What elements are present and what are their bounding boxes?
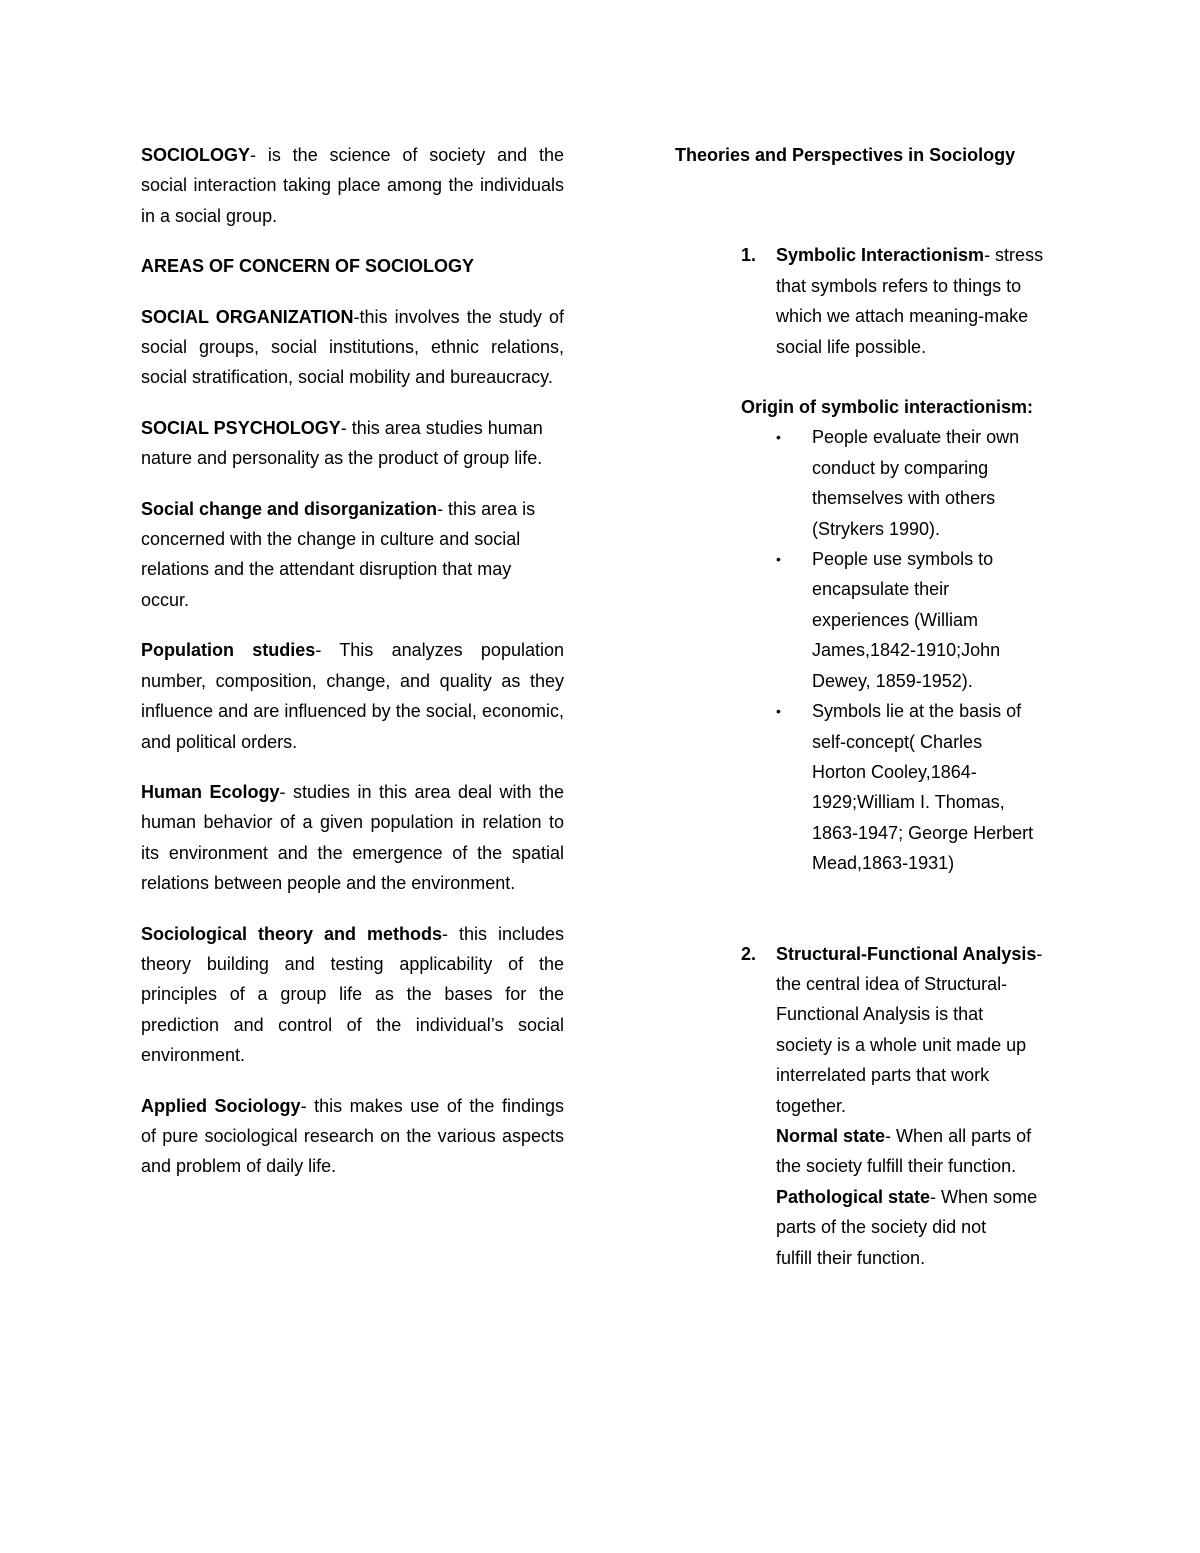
area-text: - this area is concerned with the change in culture and social relations and the attendant disruption that may occur. [141, 498, 536, 610]
normal-state-line [776, 1121, 1075, 1151]
normal-state-line: the society fulfill their function. [776, 1156, 1017, 1177]
pathological-state-line [776, 1182, 1075, 1212]
theory-term: Symbolic Interactionism [776, 245, 985, 266]
bullet-line: (Strykers 1990). [812, 518, 941, 539]
list-item [675, 544, 1075, 696]
pathological-state-line: parts of the society did not [776, 1217, 987, 1238]
left-column [141, 140, 564, 1202]
area-paragraph-human-ecology [141, 777, 564, 899]
bullet-line: Dewey, 1859-1952). [812, 670, 973, 691]
bullet-line: conduct by comparing [812, 457, 989, 478]
bullet-line: self-concept( Charles [812, 731, 983, 752]
theory-item-symbolic-interactionism [675, 240, 1075, 362]
theory-line: Functional Analysis is that [776, 1004, 984, 1025]
area-paragraph-social-psychology [141, 413, 564, 474]
area-text: - this makes use of the findings of pure sociological research on the various aspects and problem of daily life. [141, 1095, 564, 1177]
area-paragraph-population-studies [141, 635, 564, 757]
list-item [675, 422, 1075, 544]
area-paragraph-applied-sociology [141, 1091, 564, 1182]
intro-term: SOCIOLOGY [141, 145, 251, 165]
list-number: 2. [741, 943, 757, 964]
theory-line: social life possible. [776, 336, 927, 357]
intro-text: - is the science of society and the social interaction taking place among the individuals in a social group. [141, 145, 564, 226]
bullet-line: Symbols lie at the basis of [812, 701, 1022, 722]
bullet-line: Horton Cooley,1864- [812, 761, 977, 782]
theory-line: the central idea of Structural- [776, 973, 1008, 994]
pathological-state-line: fulfill their function. [776, 1247, 926, 1268]
area-text: - studies in this area deal with the human behavior of a given population in relation to its environment and the emergence of the spatial relations between people and the environment. [141, 781, 564, 894]
theory-item-structural-functional [675, 939, 1075, 1273]
bullet-line: People evaluate their own [812, 427, 1020, 448]
origin-heading: Origin of symbolic interactionism: [741, 397, 1034, 418]
theory-line: together. [776, 1095, 847, 1116]
theory-line [776, 939, 1075, 969]
bullet-line: James,1842-1910;John [812, 640, 1001, 661]
area-text: - this area studies human nature and personality as the product of group life. [141, 417, 543, 469]
bullet-line: experiences (William [812, 609, 979, 630]
theories-heading: Theories and Perspectives in Sociology [675, 145, 1016, 165]
theory-text: - [1036, 943, 1043, 964]
area-term: Population studies [141, 640, 316, 661]
list-number: 1. [741, 245, 757, 266]
area-term: SOCIAL PSYCHOLOGY [141, 417, 341, 438]
area-paragraph-social-change [141, 494, 564, 616]
bullet-icon: • [776, 429, 781, 446]
theory-line: interrelated parts that work [776, 1065, 990, 1086]
bullet-line: encapsulate their [812, 579, 950, 600]
theory-line: which we attach meaning-make [776, 306, 1029, 327]
normal-state-term: Normal state [776, 1125, 886, 1146]
theory-term: Structural-Functional Analysis [776, 943, 1037, 964]
area-text: - this includes theory building and testing applicability of the principles of a group life as the bases for the prediction and control of the individual’s social environment. [141, 923, 564, 1066]
area-term: Human Ecology [141, 781, 280, 802]
theory-line: society is a whole unit made up [776, 1034, 1027, 1055]
pathological-state-text: - When some [930, 1186, 1038, 1207]
area-term: Applied Sociology [141, 1095, 301, 1116]
area-term: Sociological theory and methods [141, 923, 442, 944]
theory-line [776, 240, 1075, 270]
bullet-line: 1863-1947; George Herbert [812, 822, 1034, 843]
bullet-line: themselves with others [812, 488, 996, 509]
area-term: Social change and disorganization [141, 498, 438, 519]
origin-bullet-list [675, 422, 1075, 878]
area-text: -this involves the study of social groups, social institutions, ethnic relations, social stratification, social mobility and bureaucracy. [141, 306, 564, 388]
list-item [675, 696, 1075, 878]
area-paragraph-social-organization [141, 302, 564, 393]
pathological-state-term: Pathological state [776, 1186, 931, 1207]
bullet-icon: • [776, 551, 781, 568]
area-paragraph-sociological-theory [141, 919, 564, 1071]
areas-heading: AREAS OF CONCERN OF SOCIOLOGY [141, 256, 475, 277]
area-term: SOCIAL ORGANIZATION [141, 306, 354, 327]
theory-text: - stress [984, 245, 1044, 266]
right-column [675, 140, 1075, 1273]
area-text: - This analyzes population number, composition, change, and quality as they influence and are influenced by the social, economic, and political orders. [141, 640, 564, 752]
bullet-line: Mead,1863-1931) [812, 853, 955, 874]
normal-state-text: - When all parts of [885, 1125, 1032, 1146]
theory-line: that symbols refers to things to [776, 275, 1022, 296]
bullet-icon: • [776, 703, 781, 720]
intro-paragraph [141, 140, 564, 231]
bullet-line: 1929;William I. Thomas, [812, 792, 1005, 813]
bullet-line: People use symbols to [812, 549, 994, 570]
